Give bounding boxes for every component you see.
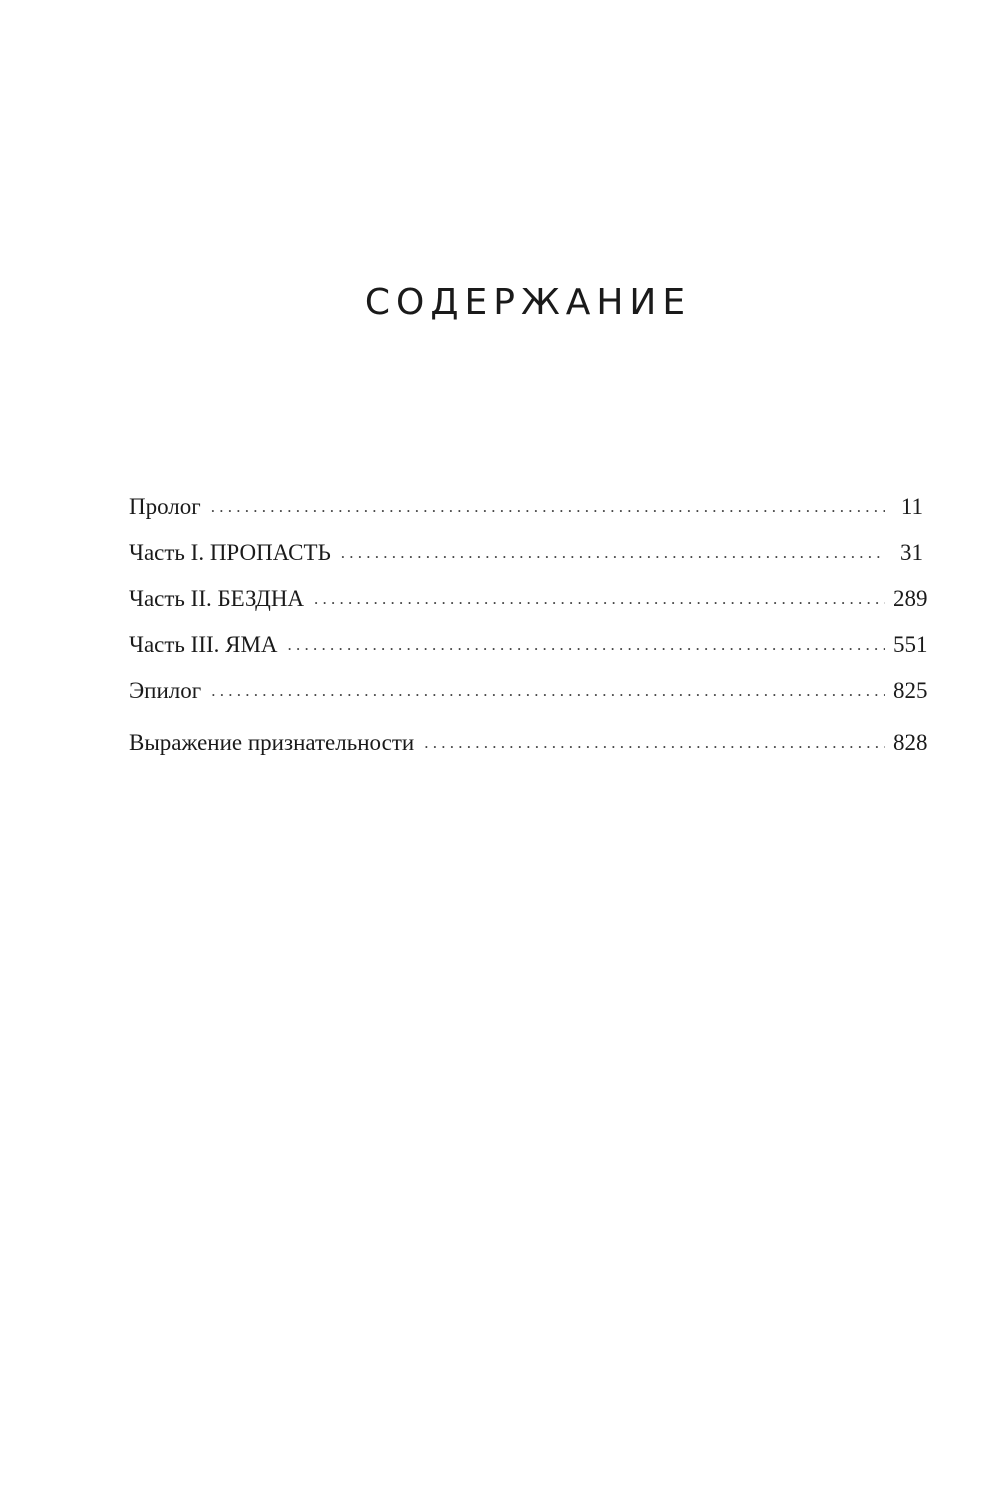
- toc-entry-label: Часть III. ЯМА: [129, 632, 278, 657]
- toc-entry-page: 551: [893, 632, 928, 657]
- toc-entry-page: 825: [893, 678, 928, 703]
- dot-leader: [424, 728, 885, 758]
- table-of-contents: [129, 492, 928, 774]
- toc-entry-acknowledgements: [129, 728, 928, 774]
- dot-leader: [288, 630, 885, 660]
- toc-entry-page: 31: [900, 540, 923, 565]
- toc-entry-label: Эпилог: [129, 678, 202, 703]
- toc-entry-label: Часть II. БЕЗДНА: [129, 586, 305, 611]
- page-title: СОДЕРЖАНИЕ: [364, 282, 692, 323]
- toc-entry-epilogue: [129, 676, 928, 722]
- toc-entry-label: Пролог: [129, 494, 201, 519]
- toc-entry-page: 289: [893, 586, 928, 611]
- toc-entry-part-3: [129, 630, 928, 676]
- dot-leader: [211, 492, 885, 522]
- toc-entry-prologue: [129, 492, 923, 538]
- toc-entry-page: 828: [893, 730, 928, 755]
- toc-entry-part-2: [129, 584, 928, 630]
- dot-leader: [211, 676, 885, 706]
- toc-entry-page: 11: [900, 494, 923, 519]
- toc-entry-label: Выражение признательности: [129, 730, 415, 755]
- toc-entry-part-1: [129, 538, 923, 584]
- dot-leader: [341, 538, 885, 568]
- dot-leader: [314, 584, 885, 614]
- toc-entry-label: Часть I. ПРОПАСТЬ: [129, 540, 331, 565]
